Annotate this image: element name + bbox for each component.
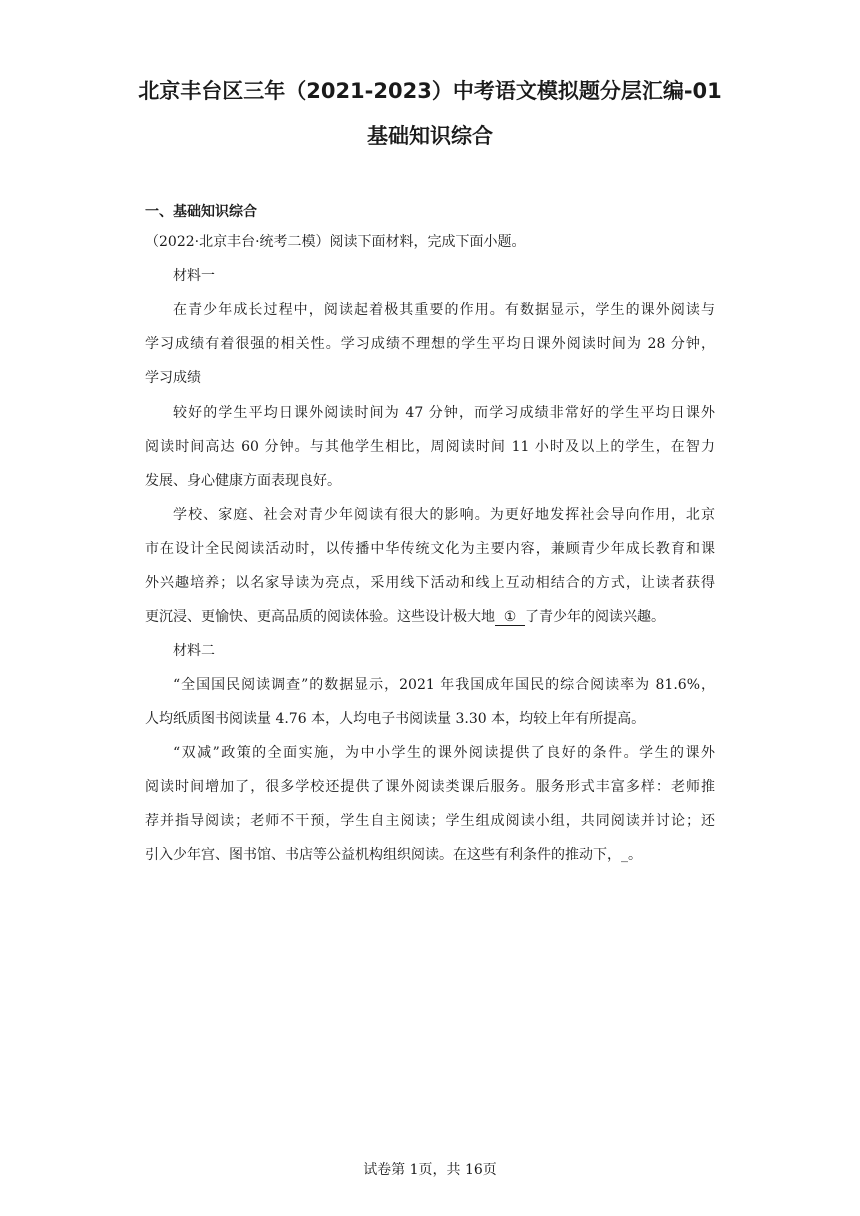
material1-p3-text-after-blank: 了青少年的阅读兴趣。 bbox=[525, 609, 665, 625]
material2-p1-line1: “全国国民阅读调查”的数据显示，2021 年我国成年国民的综合阅读率为 81.6%， bbox=[173, 677, 715, 693]
material1-label: 材料一 bbox=[173, 268, 215, 284]
material1-p3-line3: 外兴趣培养；以名家导读为亮点，采用线下活动和线上互动相结合的方式，让读者获得 bbox=[145, 575, 715, 591]
document-title-line-1: 北京丰台区三年（2021-2023）中考语文模拟题分层汇编-01 bbox=[138, 79, 722, 103]
material2-p2-line3: 荐并指导阅读；老师不干预，学生自主阅读；学生组成阅读小组，共同阅读并讨论；还 bbox=[145, 813, 715, 829]
material2-p2-line1: “双减”政策的全面实施，为中小学生的课外阅读提供了良好的条件。学生的课外 bbox=[173, 745, 715, 761]
fill-blank-1: ① bbox=[495, 609, 525, 626]
material1-p3-line1: 学校、家庭、社会对青少年阅读有很大的影响。为更好地发挥社会导向作用，北京 bbox=[173, 507, 715, 523]
material2-p2-line4: 引入少年宫、图书馆、书店等公益机构组织阅读。在这些有利条件的推动下，_。 bbox=[145, 847, 642, 863]
material1-p2-line2: 阅读时间高达 60 分钟。与其他学生相比，周阅读时间 11 小时及以上的学生，在智力 bbox=[145, 439, 715, 455]
material2-p2-line2: 阅读时间增加了，很多学校还提供了课外阅读类课后服务。服务形式丰富多样：老师推 bbox=[145, 779, 715, 795]
material1-p3-line4 bbox=[145, 606, 715, 626]
material1-p3-text-before-blank: 更沉浸、更愉快、更高品质的阅读体验。这些设计极大地 bbox=[145, 609, 495, 625]
section-heading: 一、基础知识综合 bbox=[145, 204, 257, 220]
material2-label: 材料二 bbox=[173, 643, 215, 659]
material1-p2-line3: 发展、身心健康方面表现良好。 bbox=[145, 473, 341, 489]
material1-p1-line3: 学习成绩 bbox=[145, 370, 201, 386]
material1-p1-line2: 学习成绩有着很强的相关性。学习成绩不理想的学生平均日课外阅读时间为 28 分钟， bbox=[145, 336, 715, 352]
material1-p3-line2: 市在设计全民阅读活动时，以传播中华传统文化为主要内容，兼顾青少年成长教育和课 bbox=[145, 541, 715, 557]
material2-p1-line2: 人均纸质图书阅读量 4.76 本，人均电子书阅读量 3.30 本，均较上年有所提高。 bbox=[145, 711, 646, 727]
question-source: （2022·北京丰台·统考二模）阅读下面材料，完成下面小题。 bbox=[145, 234, 526, 250]
document-title-line-2: 基础知识综合 bbox=[367, 124, 493, 148]
page-footer: 试卷第 1页，共 16页 bbox=[363, 1162, 497, 1178]
material1-p2-line1: 较好的学生平均日课外阅读时间为 47 分钟，而学习成绩非常好的学生平均日课外 bbox=[173, 405, 715, 421]
material1-p1-line1: 在青少年成长过程中，阅读起着极其重要的作用。有数据显示，学生的课外阅读与 bbox=[173, 302, 715, 318]
